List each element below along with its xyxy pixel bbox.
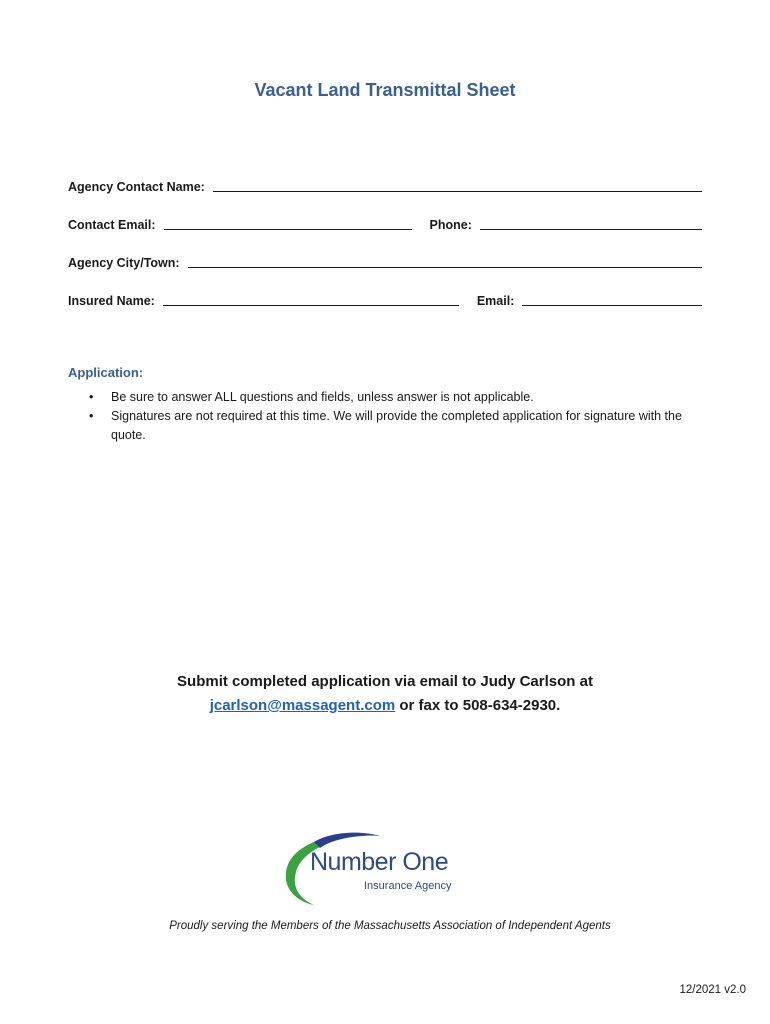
bullet-icon: • bbox=[89, 409, 94, 423]
bullet-icon: • bbox=[89, 390, 94, 404]
contact-email-phone-row bbox=[68, 212, 702, 232]
instruction-text: Signatures are not required at this time. We will provide the completed application for signature with the quote. bbox=[111, 409, 682, 442]
version-label: 12/2021 v2.0 bbox=[679, 984, 746, 996]
instruction-text: Be sure to answer ALL questions and fields, unless answer is not applicable. bbox=[111, 390, 534, 404]
agency-contact-name-field[interactable] bbox=[213, 179, 702, 192]
contact-email-field[interactable] bbox=[164, 217, 412, 230]
agency-contact-name-row bbox=[68, 174, 702, 194]
page-title: Vacant Land Transmittal Sheet bbox=[254, 80, 516, 100]
email-field[interactable] bbox=[522, 293, 702, 306]
list-item bbox=[68, 407, 688, 445]
contact-email-label: Contact Email: bbox=[68, 218, 156, 232]
phone-label: Phone: bbox=[429, 218, 472, 232]
agency-contact-name-label: Agency Contact Name: bbox=[68, 180, 205, 194]
logo-name: Number One bbox=[310, 848, 449, 876]
number-one-logo bbox=[280, 828, 480, 908]
email-link[interactable]: jcarlson@massagent.com bbox=[209, 697, 396, 714]
agency-city-town-label: Agency City/Town: bbox=[68, 256, 180, 270]
phone-field[interactable] bbox=[480, 217, 702, 230]
insured-name-label: Insured Name: bbox=[68, 294, 155, 308]
submit-instructions bbox=[0, 670, 770, 718]
insured-name-field[interactable] bbox=[163, 293, 459, 306]
application-heading: Application: bbox=[68, 365, 144, 380]
application-instructions-list bbox=[68, 388, 688, 445]
fax-text: or fax to 508-634-2930. bbox=[395, 697, 561, 714]
email-label: Email: bbox=[476, 294, 515, 308]
agency-city-town-row bbox=[68, 250, 702, 270]
agency-city-town-field[interactable] bbox=[188, 255, 702, 268]
submit-line-1: Submit completed application via email to Judy Carlson at bbox=[177, 673, 593, 690]
logo-subtitle: Insurance Agency bbox=[364, 880, 452, 892]
tagline: Proudly serving the Members of the Massachusetts Association of Independent Agents bbox=[169, 920, 611, 932]
list-item bbox=[68, 388, 688, 407]
insured-name-email-row bbox=[68, 288, 702, 308]
submit-line-2 bbox=[0, 694, 770, 718]
